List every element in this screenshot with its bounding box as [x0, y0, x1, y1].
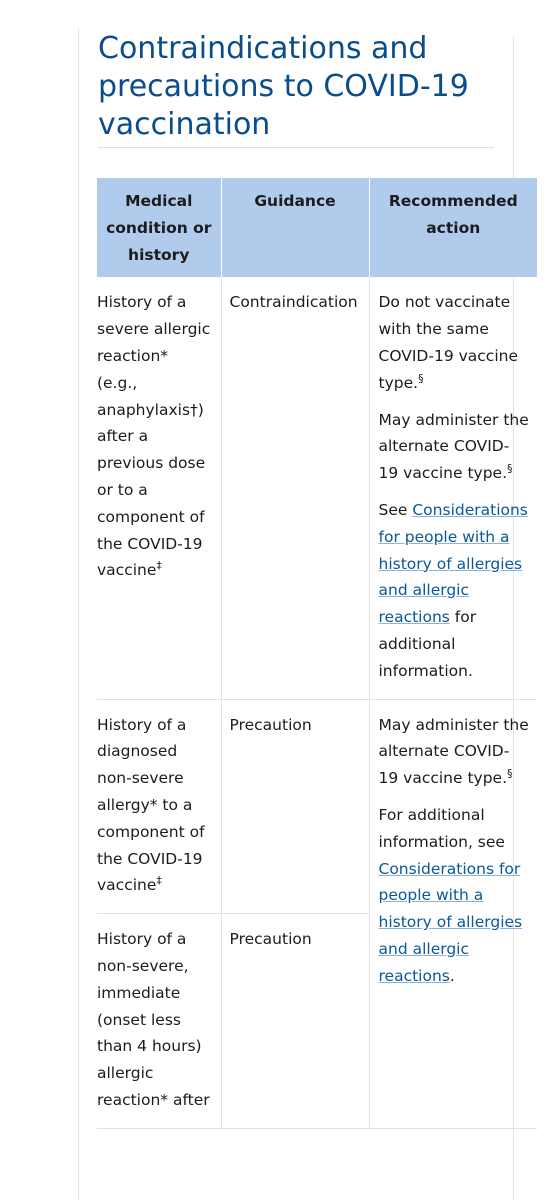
action-paragraph [379, 407, 530, 487]
allergies-considerations-link[interactable]: Considerations for people with a history of allergies and allergic reactions [378, 859, 523, 985]
table-scroll-container[interactable] [97, 178, 529, 1200]
condition-cell [97, 277, 221, 699]
guidance-cell: Contraindication [221, 277, 369, 699]
action-paragraph [379, 712, 530, 792]
left-divider [78, 28, 79, 1200]
footnote-mark: § [507, 766, 513, 780]
action-paragraph [379, 802, 530, 990]
condition-cell [97, 699, 221, 914]
action-cell [369, 699, 537, 1128]
table-row [97, 277, 537, 699]
header-guidance: Guidance [221, 178, 369, 277]
action-text: for additional information. [378, 608, 477, 680]
allergies-considerations-link[interactable]: Considerations for people with a history of allergies and allergic reactions [378, 500, 528, 627]
footnote-mark: ‡ [156, 874, 162, 888]
table-row [97, 699, 537, 914]
page-title: Contraindications and precautions to COVID-19 vaccination [98, 31, 469, 142]
header-action: Recommended action [369, 178, 537, 277]
action-text: Do not vaccinate with the same COVID-19 vaccine type. [378, 293, 518, 392]
title-underline [98, 147, 494, 148]
action-text: See [378, 500, 408, 519]
contraindications-table [97, 178, 537, 1129]
footnote-mark: § [507, 462, 513, 476]
action-paragraph [379, 289, 530, 396]
guidance-cell: Precaution [221, 914, 369, 1129]
condition-text: History of a severe allergic reaction* (e.g., anaphylaxis†) after a previous dose or to a component of the COVID-19 vaccine [97, 293, 211, 580]
guidance-cell: Precaution [221, 699, 369, 914]
action-text: . [449, 966, 455, 985]
header-condition: Medical condition or history [97, 178, 221, 277]
action-paragraph [379, 497, 530, 685]
action-text: For additional information, see [378, 805, 505, 851]
action-cell [369, 277, 537, 699]
action-text: May administer the alternate COVID-19 vaccine type. [378, 410, 529, 483]
footnote-mark: ‡ [156, 559, 162, 573]
table-header-row [97, 178, 537, 277]
condition-cell: History of a non-severe, immediate (onset less than 4 hours) allergic reaction* after [97, 914, 221, 1129]
action-text: May administer the alternate COVID-19 vaccine type. [378, 715, 529, 788]
condition-text: History of a diagnosed non-severe allergy* to a component of the COVID-19 vaccine [97, 715, 205, 895]
footnote-mark: § [418, 371, 424, 385]
